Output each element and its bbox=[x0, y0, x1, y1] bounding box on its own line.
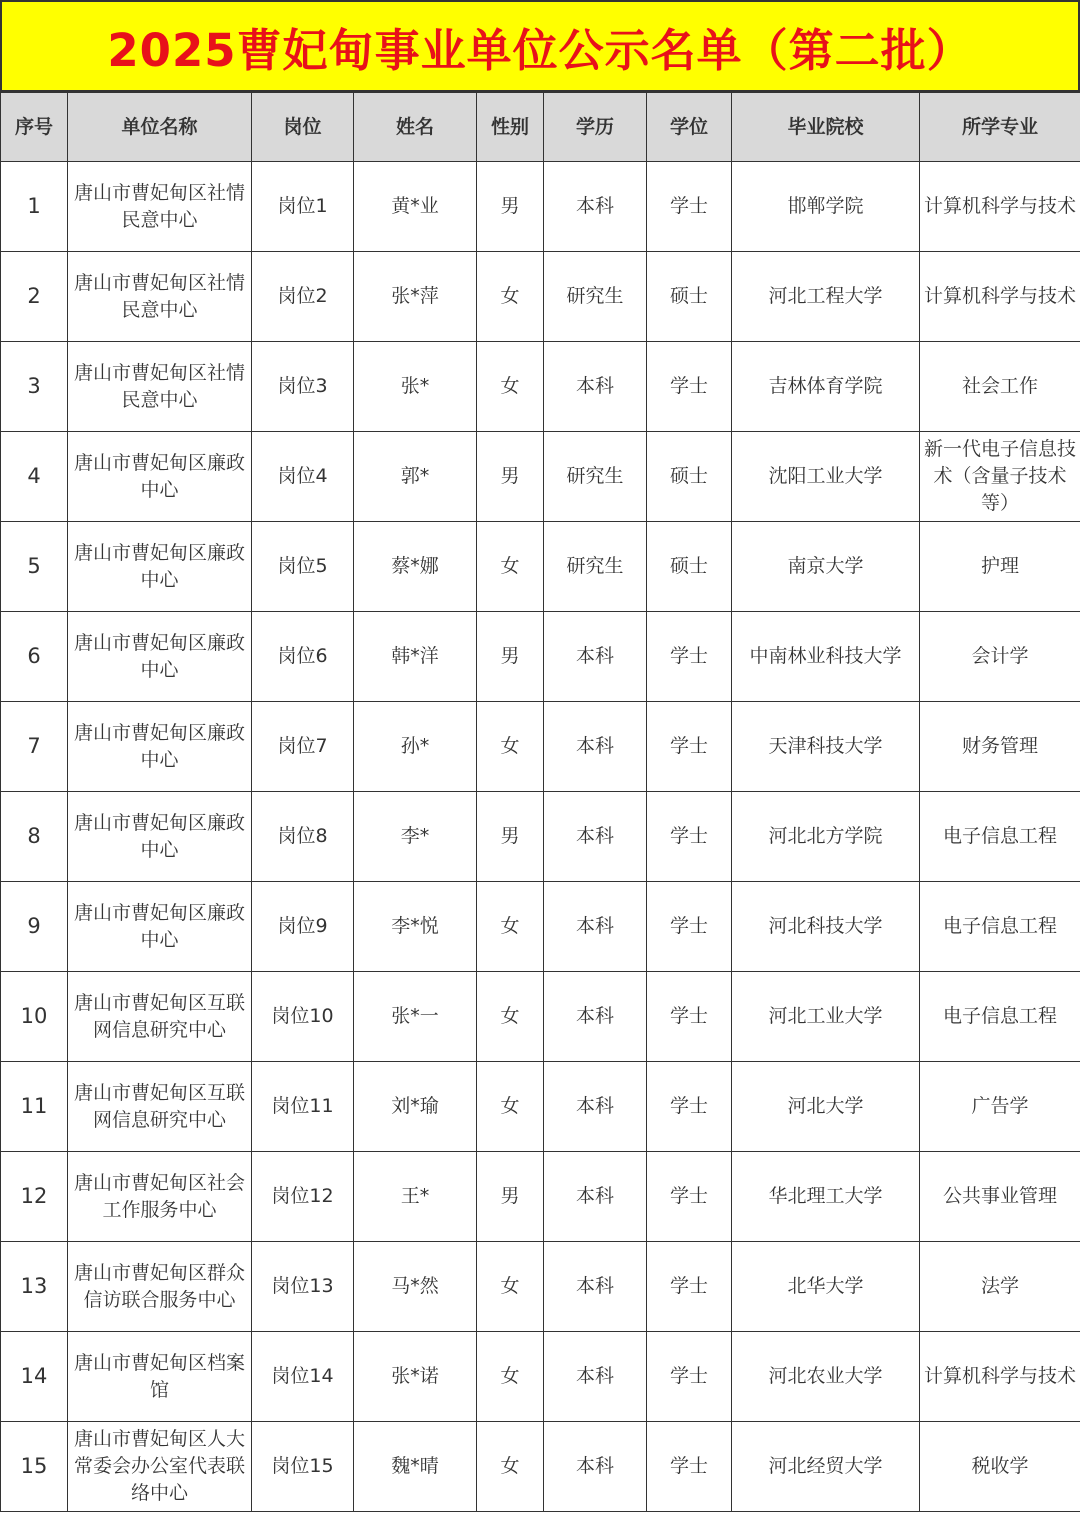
cell-gender: 男 bbox=[477, 162, 544, 252]
cell-school: 河北科技大学 bbox=[732, 882, 920, 972]
cell-name: 李*悦 bbox=[354, 882, 477, 972]
header-unit: 单位名称 bbox=[68, 93, 252, 162]
title-banner bbox=[0, 0, 1080, 92]
cell-degree: 学士 bbox=[647, 882, 732, 972]
cell-name: 王* bbox=[354, 1152, 477, 1242]
cell-major: 电子信息工程 bbox=[920, 882, 1080, 972]
cell-unit: 唐山市曹妃甸区群众信访联合服务中心 bbox=[68, 1242, 252, 1332]
cell-degree: 学士 bbox=[647, 1422, 732, 1512]
header-major: 所学专业 bbox=[920, 93, 1080, 162]
cell-name: 马*然 bbox=[354, 1242, 477, 1332]
table-row bbox=[1, 162, 1080, 252]
cell-gender: 男 bbox=[477, 792, 544, 882]
cell-unit: 唐山市曹妃甸区档案馆 bbox=[68, 1332, 252, 1422]
cell-school: 中南林业科技大学 bbox=[732, 612, 920, 702]
cell-index: 2 bbox=[1, 252, 68, 342]
cell-school: 河北经贸大学 bbox=[732, 1422, 920, 1512]
table-row bbox=[1, 522, 1080, 612]
table-row bbox=[1, 1422, 1080, 1512]
cell-school: 北华大学 bbox=[732, 1242, 920, 1332]
cell-unit: 唐山市曹妃甸区社情民意中心 bbox=[68, 342, 252, 432]
cell-position: 岗位11 bbox=[252, 1062, 354, 1152]
cell-index: 1 bbox=[1, 162, 68, 252]
cell-major: 法学 bbox=[920, 1242, 1080, 1332]
header-education: 学历 bbox=[544, 93, 647, 162]
cell-school: 吉林体育学院 bbox=[732, 342, 920, 432]
cell-gender: 女 bbox=[477, 342, 544, 432]
cell-degree: 硕士 bbox=[647, 522, 732, 612]
table-row bbox=[1, 252, 1080, 342]
table-row bbox=[1, 702, 1080, 792]
cell-index: 12 bbox=[1, 1152, 68, 1242]
cell-index: 6 bbox=[1, 612, 68, 702]
cell-gender: 女 bbox=[477, 1242, 544, 1332]
cell-major: 电子信息工程 bbox=[920, 792, 1080, 882]
table-row bbox=[1, 1062, 1080, 1152]
cell-school: 河北北方学院 bbox=[732, 792, 920, 882]
cell-unit: 唐山市曹妃甸区廉政中心 bbox=[68, 432, 252, 522]
cell-unit: 唐山市曹妃甸区廉政中心 bbox=[68, 612, 252, 702]
cell-name: 黄*业 bbox=[354, 162, 477, 252]
cell-degree: 学士 bbox=[647, 1242, 732, 1332]
cell-major: 财务管理 bbox=[920, 702, 1080, 792]
cell-index: 10 bbox=[1, 972, 68, 1062]
cell-education: 本科 bbox=[544, 1242, 647, 1332]
cell-degree: 学士 bbox=[647, 1152, 732, 1242]
cell-unit: 唐山市曹妃甸区廉政中心 bbox=[68, 522, 252, 612]
cell-education: 本科 bbox=[544, 972, 647, 1062]
cell-education: 本科 bbox=[544, 882, 647, 972]
cell-position: 岗位5 bbox=[252, 522, 354, 612]
cell-major: 社会工作 bbox=[920, 342, 1080, 432]
header-school: 毕业院校 bbox=[732, 93, 920, 162]
cell-position: 岗位12 bbox=[252, 1152, 354, 1242]
cell-major: 公共事业管理 bbox=[920, 1152, 1080, 1242]
cell-unit: 唐山市曹妃甸区廉政中心 bbox=[68, 792, 252, 882]
cell-gender: 女 bbox=[477, 882, 544, 972]
cell-name: 李* bbox=[354, 792, 477, 882]
cell-major: 税收学 bbox=[920, 1422, 1080, 1512]
table-body bbox=[1, 162, 1080, 1512]
cell-education: 研究生 bbox=[544, 522, 647, 612]
cell-name: 张*诺 bbox=[354, 1332, 477, 1422]
table-header bbox=[1, 93, 1080, 162]
cell-gender: 女 bbox=[477, 1062, 544, 1152]
table-row bbox=[1, 342, 1080, 432]
cell-school: 河北工程大学 bbox=[732, 252, 920, 342]
header-position: 岗位 bbox=[252, 93, 354, 162]
cell-gender: 男 bbox=[477, 432, 544, 522]
cell-position: 岗位14 bbox=[252, 1332, 354, 1422]
cell-degree: 硕士 bbox=[647, 252, 732, 342]
cell-unit: 唐山市曹妃甸区人大常委会办公室代表联络中心 bbox=[68, 1422, 252, 1512]
table-row bbox=[1, 432, 1080, 522]
cell-index: 3 bbox=[1, 342, 68, 432]
cell-name: 张* bbox=[354, 342, 477, 432]
header-degree: 学位 bbox=[647, 93, 732, 162]
cell-name: 刘*瑜 bbox=[354, 1062, 477, 1152]
cell-name: 魏*晴 bbox=[354, 1422, 477, 1512]
cell-education: 本科 bbox=[544, 792, 647, 882]
cell-unit: 唐山市曹妃甸区互联网信息研究中心 bbox=[68, 972, 252, 1062]
cell-education: 本科 bbox=[544, 1422, 647, 1512]
cell-unit: 唐山市曹妃甸区廉政中心 bbox=[68, 882, 252, 972]
cell-degree: 学士 bbox=[647, 972, 732, 1062]
cell-degree: 硕士 bbox=[647, 432, 732, 522]
cell-name: 蔡*娜 bbox=[354, 522, 477, 612]
table-row bbox=[1, 882, 1080, 972]
cell-major: 广告学 bbox=[920, 1062, 1080, 1152]
cell-school: 华北理工大学 bbox=[732, 1152, 920, 1242]
cell-school: 河北大学 bbox=[732, 1062, 920, 1152]
cell-gender: 女 bbox=[477, 522, 544, 612]
cell-degree: 学士 bbox=[647, 612, 732, 702]
cell-unit: 唐山市曹妃甸区社会工作服务中心 bbox=[68, 1152, 252, 1242]
cell-education: 本科 bbox=[544, 702, 647, 792]
cell-gender: 女 bbox=[477, 1422, 544, 1512]
header-name: 姓名 bbox=[354, 93, 477, 162]
cell-index: 13 bbox=[1, 1242, 68, 1332]
table-row bbox=[1, 1242, 1080, 1332]
table-row bbox=[1, 1152, 1080, 1242]
cell-unit: 唐山市曹妃甸区互联网信息研究中心 bbox=[68, 1062, 252, 1152]
cell-major: 护理 bbox=[920, 522, 1080, 612]
cell-name: 韩*洋 bbox=[354, 612, 477, 702]
cell-school: 沈阳工业大学 bbox=[732, 432, 920, 522]
cell-unit: 唐山市曹妃甸区社情民意中心 bbox=[68, 252, 252, 342]
cell-degree: 学士 bbox=[647, 162, 732, 252]
cell-gender: 男 bbox=[477, 1152, 544, 1242]
cell-index: 9 bbox=[1, 882, 68, 972]
cell-position: 岗位1 bbox=[252, 162, 354, 252]
cell-degree: 学士 bbox=[647, 1062, 732, 1152]
cell-school: 南京大学 bbox=[732, 522, 920, 612]
cell-gender: 女 bbox=[477, 252, 544, 342]
cell-school: 河北工业大学 bbox=[732, 972, 920, 1062]
cell-index: 5 bbox=[1, 522, 68, 612]
cell-name: 郭* bbox=[354, 432, 477, 522]
cell-position: 岗位4 bbox=[252, 432, 354, 522]
cell-position: 岗位9 bbox=[252, 882, 354, 972]
cell-degree: 学士 bbox=[647, 702, 732, 792]
cell-position: 岗位8 bbox=[252, 792, 354, 882]
cell-gender: 男 bbox=[477, 612, 544, 702]
cell-degree: 学士 bbox=[647, 342, 732, 432]
cell-education: 本科 bbox=[544, 1152, 647, 1242]
table-row bbox=[1, 612, 1080, 702]
cell-major: 计算机科学与技术 bbox=[920, 162, 1080, 252]
cell-name: 张*萍 bbox=[354, 252, 477, 342]
header-row bbox=[1, 93, 1080, 162]
table-row bbox=[1, 792, 1080, 882]
cell-index: 14 bbox=[1, 1332, 68, 1422]
cell-position: 岗位10 bbox=[252, 972, 354, 1062]
cell-position: 岗位2 bbox=[252, 252, 354, 342]
table-row bbox=[1, 972, 1080, 1062]
cell-major: 新一代电子信息技术（含量子技术等） bbox=[920, 432, 1080, 522]
cell-education: 本科 bbox=[544, 162, 647, 252]
cell-index: 11 bbox=[1, 1062, 68, 1152]
cell-gender: 女 bbox=[477, 702, 544, 792]
cell-index: 8 bbox=[1, 792, 68, 882]
cell-position: 岗位6 bbox=[252, 612, 354, 702]
table-row bbox=[1, 1332, 1080, 1422]
cell-education: 本科 bbox=[544, 342, 647, 432]
cell-school: 河北农业大学 bbox=[732, 1332, 920, 1422]
cell-position: 岗位3 bbox=[252, 342, 354, 432]
cell-position: 岗位7 bbox=[252, 702, 354, 792]
cell-education: 本科 bbox=[544, 612, 647, 702]
cell-index: 7 bbox=[1, 702, 68, 792]
cell-degree: 学士 bbox=[647, 792, 732, 882]
cell-unit: 唐山市曹妃甸区社情民意中心 bbox=[68, 162, 252, 252]
cell-position: 岗位13 bbox=[252, 1242, 354, 1332]
cell-name: 孙* bbox=[354, 702, 477, 792]
cell-unit: 唐山市曹妃甸区廉政中心 bbox=[68, 702, 252, 792]
header-index: 序号 bbox=[1, 93, 68, 162]
cell-education: 本科 bbox=[544, 1332, 647, 1422]
cell-school: 天津科技大学 bbox=[732, 702, 920, 792]
cell-gender: 女 bbox=[477, 1332, 544, 1422]
cell-index: 15 bbox=[1, 1422, 68, 1512]
cell-gender: 女 bbox=[477, 972, 544, 1062]
roster-table bbox=[0, 92, 1080, 1512]
page-title: 2025曹妃甸事业单位公示名单（第二批） bbox=[107, 23, 973, 77]
cell-degree: 学士 bbox=[647, 1332, 732, 1422]
cell-major: 计算机科学与技术 bbox=[920, 1332, 1080, 1422]
cell-major: 电子信息工程 bbox=[920, 972, 1080, 1062]
cell-education: 本科 bbox=[544, 1062, 647, 1152]
cell-education: 研究生 bbox=[544, 252, 647, 342]
cell-index: 4 bbox=[1, 432, 68, 522]
cell-name: 张*一 bbox=[354, 972, 477, 1062]
cell-school: 邯郸学院 bbox=[732, 162, 920, 252]
cell-position: 岗位15 bbox=[252, 1422, 354, 1512]
cell-major: 会计学 bbox=[920, 612, 1080, 702]
cell-major: 计算机科学与技术 bbox=[920, 252, 1080, 342]
header-gender: 性别 bbox=[477, 93, 544, 162]
cell-education: 研究生 bbox=[544, 432, 647, 522]
